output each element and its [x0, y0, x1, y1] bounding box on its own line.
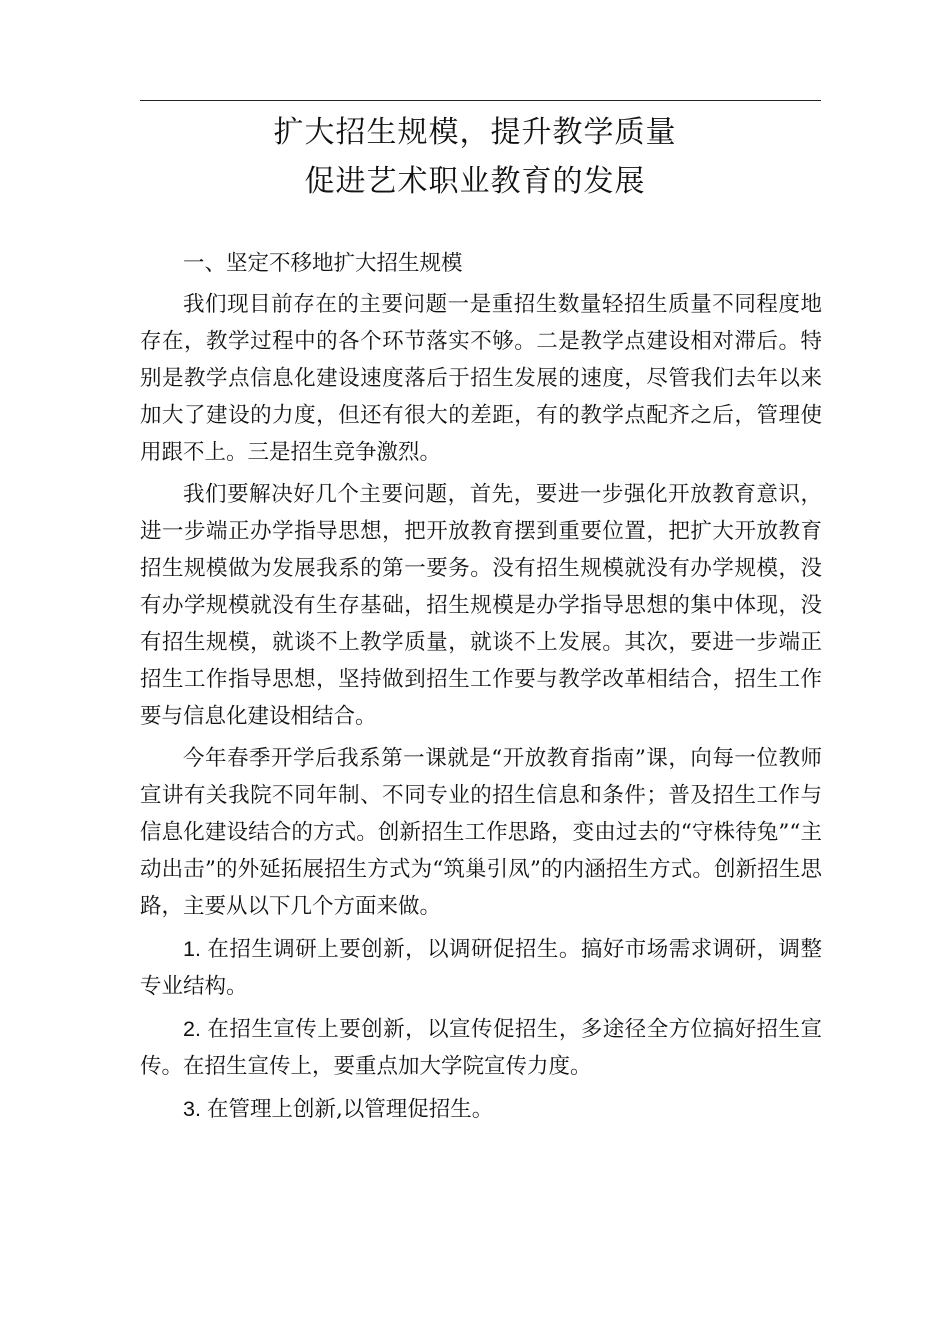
list-item-2-number: 2.	[183, 1017, 201, 1041]
document-title-line-2: 促进艺术职业教育的发展	[304, 164, 646, 199]
list-item-2	[140, 1011, 822, 1085]
paragraph-1: 我们现目前存在的主要问题一是重招生数量轻招生质量不同程度地存在，教学过程中的各个环节落实不够。二是教学点建设相对滞后。特别是教学点信息化建设速度落后于招生发展的速度，尽管我们去年以来加大了建设的力度，但还有很大的差距，有的教学点配齐之后，管理使用跟不上。三是招生竞争激烈。	[140, 292, 822, 465]
document-body	[140, 245, 822, 1128]
list-item-3-text: 在管理上创新,以管理促招生。	[206, 1097, 494, 1122]
section-heading: 一、坚定不移地扩大招生规模	[183, 251, 463, 276]
list-item-3	[140, 1091, 822, 1128]
list-item-3-number: 3.	[183, 1097, 201, 1121]
paragraph-2: 我们要解决好几个主要问题，首先，要进一步强化开放教育意识，进一步端正办学指导思想，把开放教育摆到重要位置，把扩大开放教育招生规模做为发展我系的第一要务。没有招生规模就没有办学规模，没有办学规模就没有生存基础，招生规模是办学指导思想的集中体现，没有招生规模，就谈不上教学质量，就谈不上发展。其次，要进一步端正招生工作指导思想，坚持做到招生工作要与教学改革相结合，招生工作要与信息化建设相结合。	[140, 482, 822, 729]
paragraph-3: 今年春季开学后我系第一课就是“开放教育指南”课，向每一位教师宣讲有关我院不同年制、不同专业的招生信息和条件；普及招生工作与信息化建设结合的方式。创新招生工作思路，变由过去的“守株待兔”“主动出击”的外延拓展招生方式为“筑巢引凤”的内涵招生方式。创新招生思路，主要从以下几个方面来做。	[140, 746, 822, 919]
list-item-1-text: 在招生调研上要创新，以调研促招生。搞好市场需求调研，调整专业结构。	[140, 937, 822, 999]
list-item-1	[140, 931, 822, 1005]
list-item-2-text: 在招生宣传上要创新，以宣传促招生，多途径全方位搞好招生宣传。在招生宣传上，要重点加大学院宣传力度。	[140, 1017, 822, 1079]
document-title-line-1: 扩大招生规模，提升教学质量	[273, 115, 677, 150]
list-item-1-number: 1.	[183, 937, 201, 961]
header-rule	[140, 100, 821, 101]
